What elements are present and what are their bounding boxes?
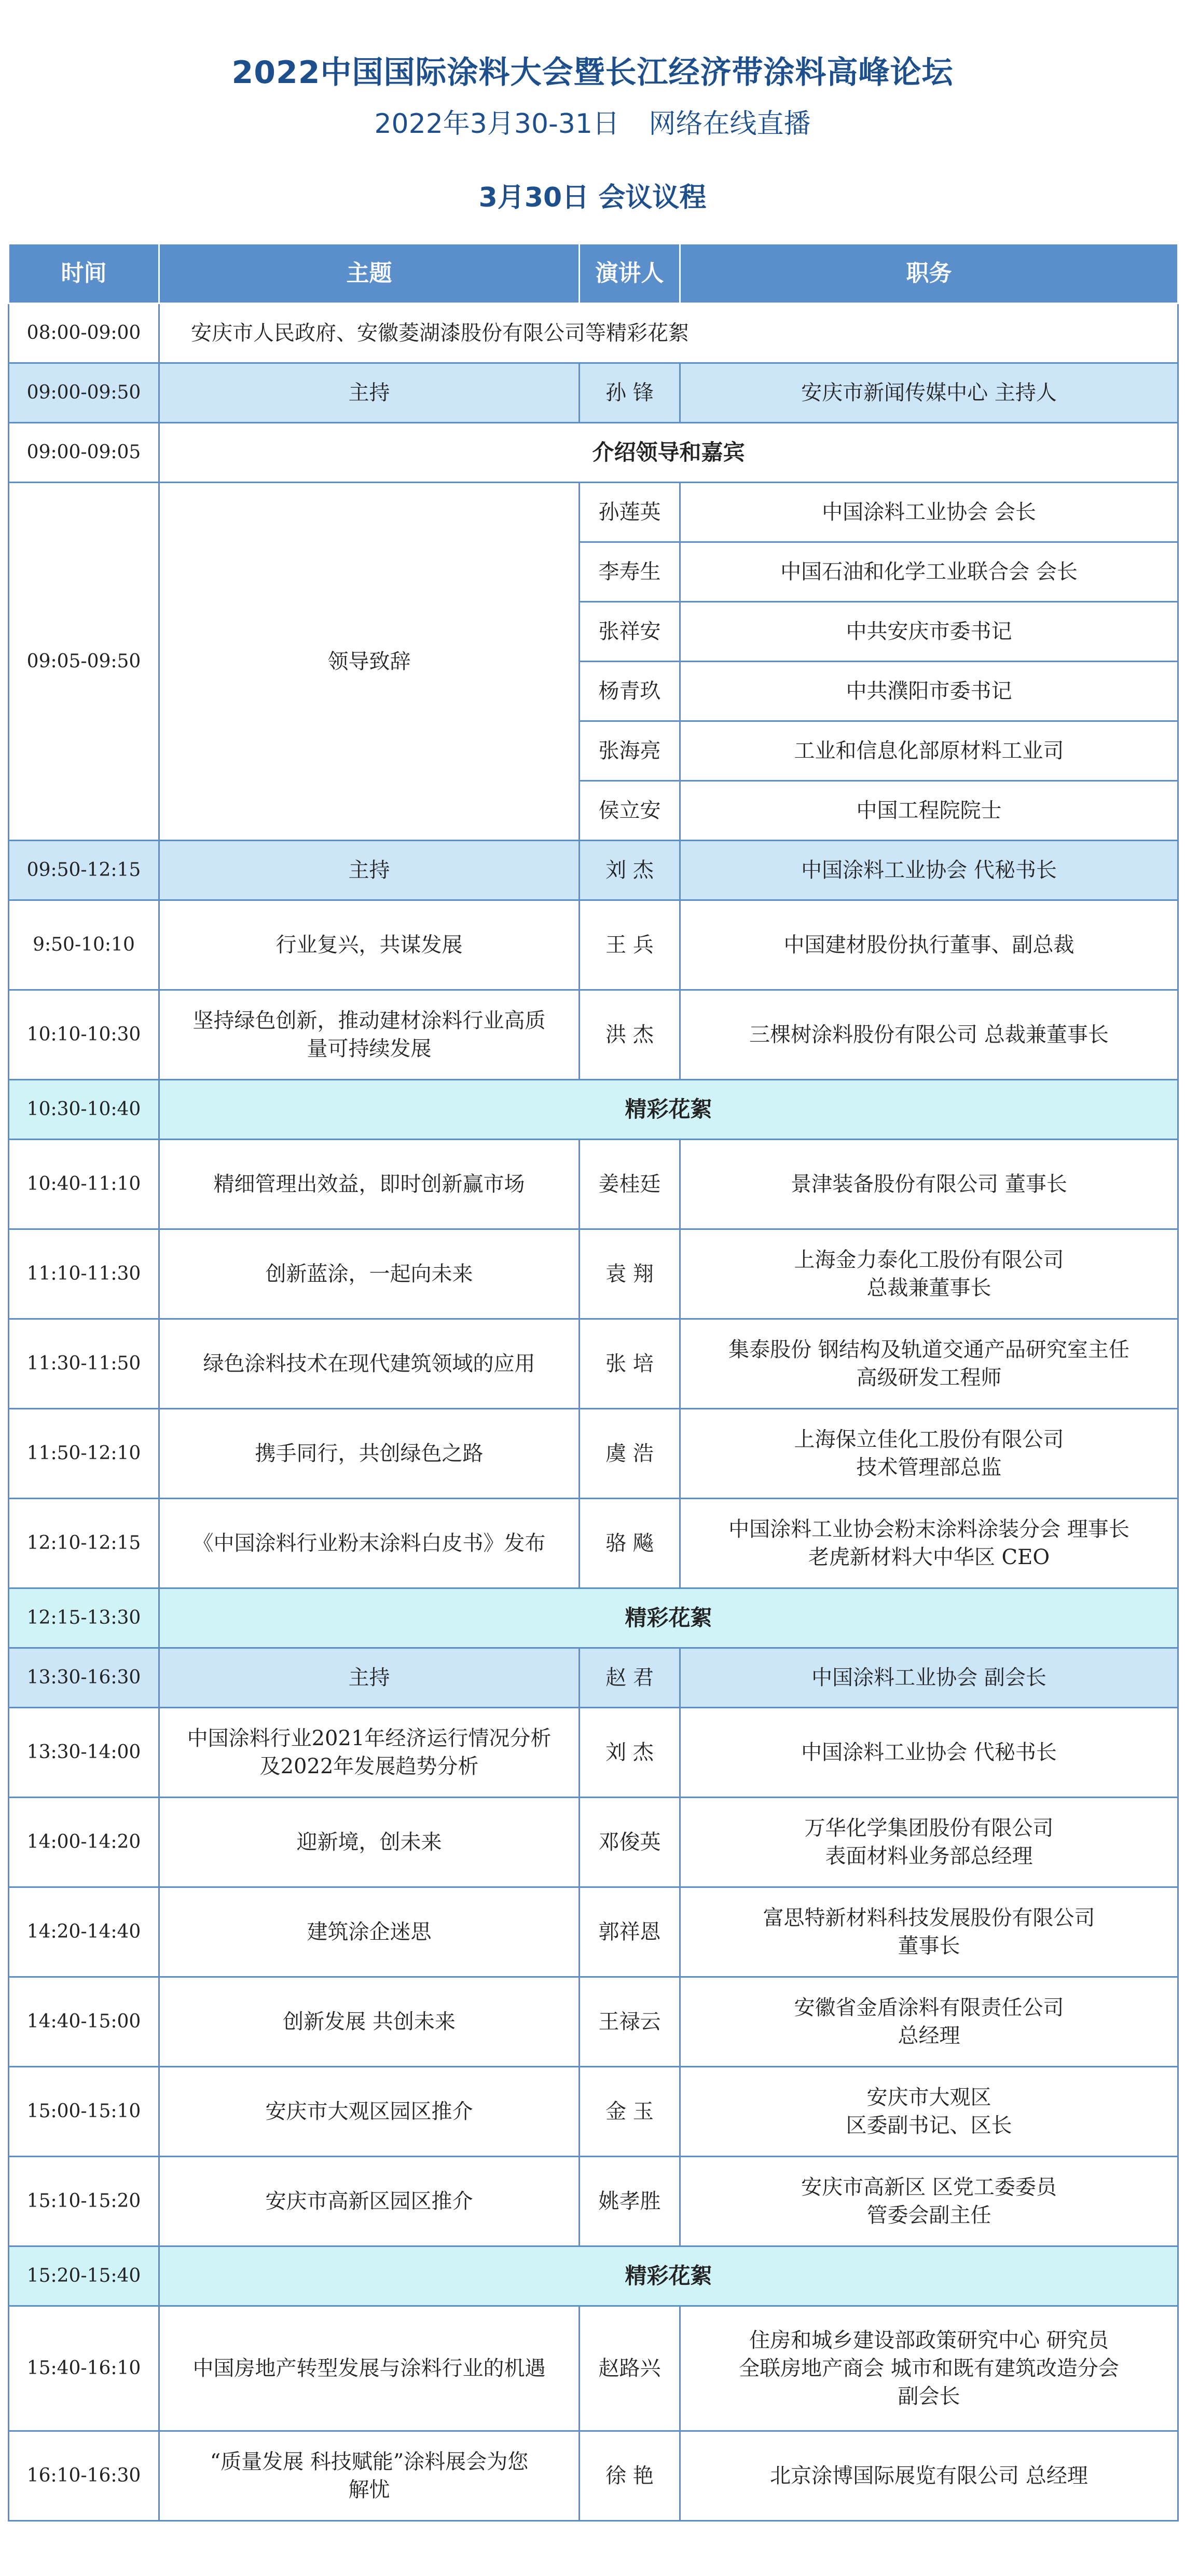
title-cell: 中共濮阳市委书记: [680, 662, 1178, 721]
speaker-cell: 金 玉: [580, 2067, 680, 2157]
title-cell: 中国涂料工业协会 代秘书长: [680, 841, 1178, 900]
title-cell: 中国建材股份执行董事、副总裁: [680, 900, 1178, 990]
table-row: [9, 990, 1178, 1080]
table-row: [9, 1588, 1178, 1648]
time-cell: 12:10-12:15: [9, 1499, 159, 1588]
table-row: [9, 423, 1178, 483]
time-cell: 14:20-14:40: [9, 1887, 159, 1977]
title-cell: 中国石油和化学工业联合会 会长: [680, 542, 1178, 602]
time-cell: 09:50-12:15: [9, 841, 159, 900]
table-row: [9, 1229, 1178, 1319]
title-cell: 中国涂料工业协会 副会长: [680, 1648, 1178, 1708]
title-cell: 富思特新材料科技发展股份有限公司 董事长: [680, 1887, 1178, 1977]
table-row: [9, 1319, 1178, 1409]
title-cell: 万华化学集团股份有限公司 表面材料业务部总经理: [680, 1798, 1178, 1887]
conference-date: 2022年3月30-31日: [374, 108, 619, 140]
title-cell: 安庆市高新区 区党工委委员 管委会副主任: [680, 2157, 1178, 2246]
topic-cell: 创新发展 共创未来: [159, 1977, 580, 2067]
title-cell: 景津装备股份有限公司 董事长: [680, 1140, 1178, 1229]
title-cell: 中国涂料工业协会 会长: [680, 483, 1178, 542]
agenda-table: [8, 243, 1179, 2522]
topic-cell: 安庆市高新区园区推介: [159, 2157, 580, 2246]
speaker-cell: 王禄云: [580, 1977, 680, 2067]
time-cell: 13:30-16:30: [9, 1648, 159, 1708]
time-cell: 09:00-09:05: [9, 423, 159, 483]
time-cell: 15:40-16:10: [9, 2306, 159, 2431]
title-cell: 中共安庆市委书记: [680, 602, 1178, 662]
speaker-cell: 孙 锋: [580, 363, 680, 423]
topic-cell: 携手同行，共创绿色之路: [159, 1409, 580, 1499]
time-cell: 13:30-14:00: [9, 1708, 159, 1798]
table-row: [9, 1798, 1178, 1887]
topic-cell: 迎新境，创未来: [159, 1798, 580, 1887]
time-cell: 14:00-14:20: [9, 1798, 159, 1887]
time-cell: 11:50-12:10: [9, 1409, 159, 1499]
topic-cell: 行业复兴，共谋发展: [159, 900, 580, 990]
time-cell: 16:10-16:30: [9, 2431, 159, 2521]
speaker-cell: 王 兵: [580, 900, 680, 990]
topic-cell: 领导致辞: [159, 483, 580, 841]
speaker-cell: 杨青玖: [580, 662, 680, 721]
speaker-cell: 袁 翔: [580, 1229, 680, 1319]
table-row: [9, 1499, 1178, 1588]
table-row: [9, 2157, 1178, 2246]
speaker-cell: 邓俊英: [580, 1798, 680, 1887]
time-cell: 15:20-15:40: [9, 2246, 159, 2306]
speaker-cell: 侯立安: [580, 781, 680, 841]
table-row: [9, 841, 1178, 900]
speaker-cell: 张 培: [580, 1319, 680, 1409]
title-cell: 中国涂料工业协会粉末涂料涂装分会 理事长 老虎新材料大中华区 CEO: [680, 1499, 1178, 1588]
table-row: [9, 2067, 1178, 2157]
table-row: [9, 1140, 1178, 1229]
topic-cell: 《中国涂料行业粉末涂料白皮书》发布: [159, 1499, 580, 1588]
day-title: 3月30日 会议议程: [478, 182, 707, 213]
table-row: [9, 1409, 1178, 1499]
broadcast-mode: 网络在线直播: [649, 108, 811, 140]
topic-cell: 中国涂料行业2021年经济运行情况分析 及2022年发展趋势分析: [159, 1708, 580, 1798]
column-header-title: 职务: [680, 244, 1178, 304]
title-cell: 集泰股份 钢结构及轨道交通产品研究室主任 高级研发工程师: [680, 1319, 1178, 1409]
table-row: [9, 900, 1178, 990]
time-cell: 10:10-10:30: [9, 990, 159, 1080]
topic-cell: 坚持绿色创新，推动建材涂料行业高质 量可持续发展: [159, 990, 580, 1080]
speaker-cell: 姚孝胜: [580, 2157, 680, 2246]
speaker-cell: 张祥安: [580, 602, 680, 662]
speaker-cell: 姜桂廷: [580, 1140, 680, 1229]
break-cell: 精彩花絮: [159, 2246, 1178, 2306]
session-cell: 介绍领导和嘉宾: [159, 423, 1178, 483]
table-row: [9, 2306, 1178, 2431]
table-row: [9, 1080, 1178, 1140]
topic-cell: “质量发展 科技赋能”涂料展会为您 解忧: [159, 2431, 580, 2521]
conference-subtitle: [0, 102, 1185, 141]
time-cell: 11:30-11:50: [9, 1319, 159, 1409]
time-cell: 10:30-10:40: [9, 1080, 159, 1140]
speaker-cell: 骆 飚: [580, 1499, 680, 1588]
table-row: [9, 2431, 1178, 2521]
topic-cell: 主持: [159, 841, 580, 900]
break-cell: 精彩花絮: [159, 1080, 1178, 1140]
speaker-cell: 赵 君: [580, 1648, 680, 1708]
title-cell: 三棵树涂料股份有限公司 总裁兼董事长: [680, 990, 1178, 1080]
topic-cell: 建筑涂企迷思: [159, 1887, 580, 1977]
topic-cell: 中国房地产转型发展与涂料行业的机遇: [159, 2306, 580, 2431]
time-cell: 08:00-09:00: [9, 304, 159, 363]
table-row: [9, 1648, 1178, 1708]
topic-cell: 主持: [159, 363, 580, 423]
topic-cell: 精细管理出效益，即时创新赢市场: [159, 1140, 580, 1229]
time-cell: 09:05-09:50: [9, 483, 159, 841]
time-cell: 15:10-15:20: [9, 2157, 159, 2246]
title-cell: 住房和城乡建设部政策研究中心 研究员 全联房地产商会 城市和既有建筑改造分会 副会长: [680, 2306, 1178, 2431]
break-cell: 精彩花絮: [159, 1588, 1178, 1648]
speaker-cell: 张海亮: [580, 721, 680, 781]
table-row: [9, 1977, 1178, 2067]
table-header-row: [9, 244, 1178, 304]
title-cell: 工业和信息化部原材料工业司: [680, 721, 1178, 781]
title-cell: 上海金力泰化工股份有限公司 总裁兼董事长: [680, 1229, 1178, 1319]
column-header-speaker: 演讲人: [580, 244, 680, 304]
speaker-cell: 李寿生: [580, 542, 680, 602]
title-cell: 上海保立佳化工股份有限公司 技术管理部总监: [680, 1409, 1178, 1499]
speaker-cell: 洪 杰: [580, 990, 680, 1080]
topic-cell: 主持: [159, 1648, 580, 1708]
session-cell: 安庆市人民政府、安徽菱湖漆股份有限公司等精彩花絮: [159, 304, 1178, 363]
speaker-cell: 刘 杰: [580, 1708, 680, 1798]
time-cell: 11:10-11:30: [9, 1229, 159, 1319]
time-cell: 09:00-09:50: [9, 363, 159, 423]
speaker-cell: 刘 杰: [580, 841, 680, 900]
speaker-cell: 徐 艳: [580, 2431, 680, 2521]
topic-cell: 创新蓝涂，一起向未来: [159, 1229, 580, 1319]
conference-title: 2022中国国际涂料大会暨长江经济带涂料高峰论坛: [231, 54, 954, 91]
title-cell: 北京涂博国际展览有限公司 总经理: [680, 2431, 1178, 2521]
table-row: [9, 2246, 1178, 2306]
title-cell: 中国工程院院士: [680, 781, 1178, 841]
column-header-time: 时间: [9, 244, 159, 304]
table-row: [9, 363, 1178, 423]
topic-cell: 绿色涂料技术在现代建筑领域的应用: [159, 1319, 580, 1409]
time-cell: 14:40-15:00: [9, 1977, 159, 2067]
time-cell: 12:15-13:30: [9, 1588, 159, 1648]
table-row: [9, 1708, 1178, 1798]
time-cell: 9:50-10:10: [9, 900, 159, 990]
time-cell: 10:40-11:10: [9, 1140, 159, 1229]
time-cell: 15:00-15:10: [9, 2067, 159, 2157]
title-cell: 安庆市大观区 区委副书记、区长: [680, 2067, 1178, 2157]
title-cell: 安庆市新闻传媒中心 主持人: [680, 363, 1178, 423]
table-row: [9, 1887, 1178, 1977]
table-row: [9, 304, 1178, 363]
title-cell: 中国涂料工业协会 代秘书长: [680, 1708, 1178, 1798]
speaker-cell: 赵路兴: [580, 2306, 680, 2431]
table-row: [9, 483, 1178, 542]
topic-cell: 安庆市大观区园区推介: [159, 2067, 580, 2157]
speaker-cell: 郭祥恩: [580, 1887, 680, 1977]
column-header-topic: 主题: [159, 244, 580, 304]
speaker-cell: 虞 浩: [580, 1409, 680, 1499]
speaker-cell: 孙莲英: [580, 483, 680, 542]
title-cell: 安徽省金盾涂料有限责任公司 总经理: [680, 1977, 1178, 2067]
